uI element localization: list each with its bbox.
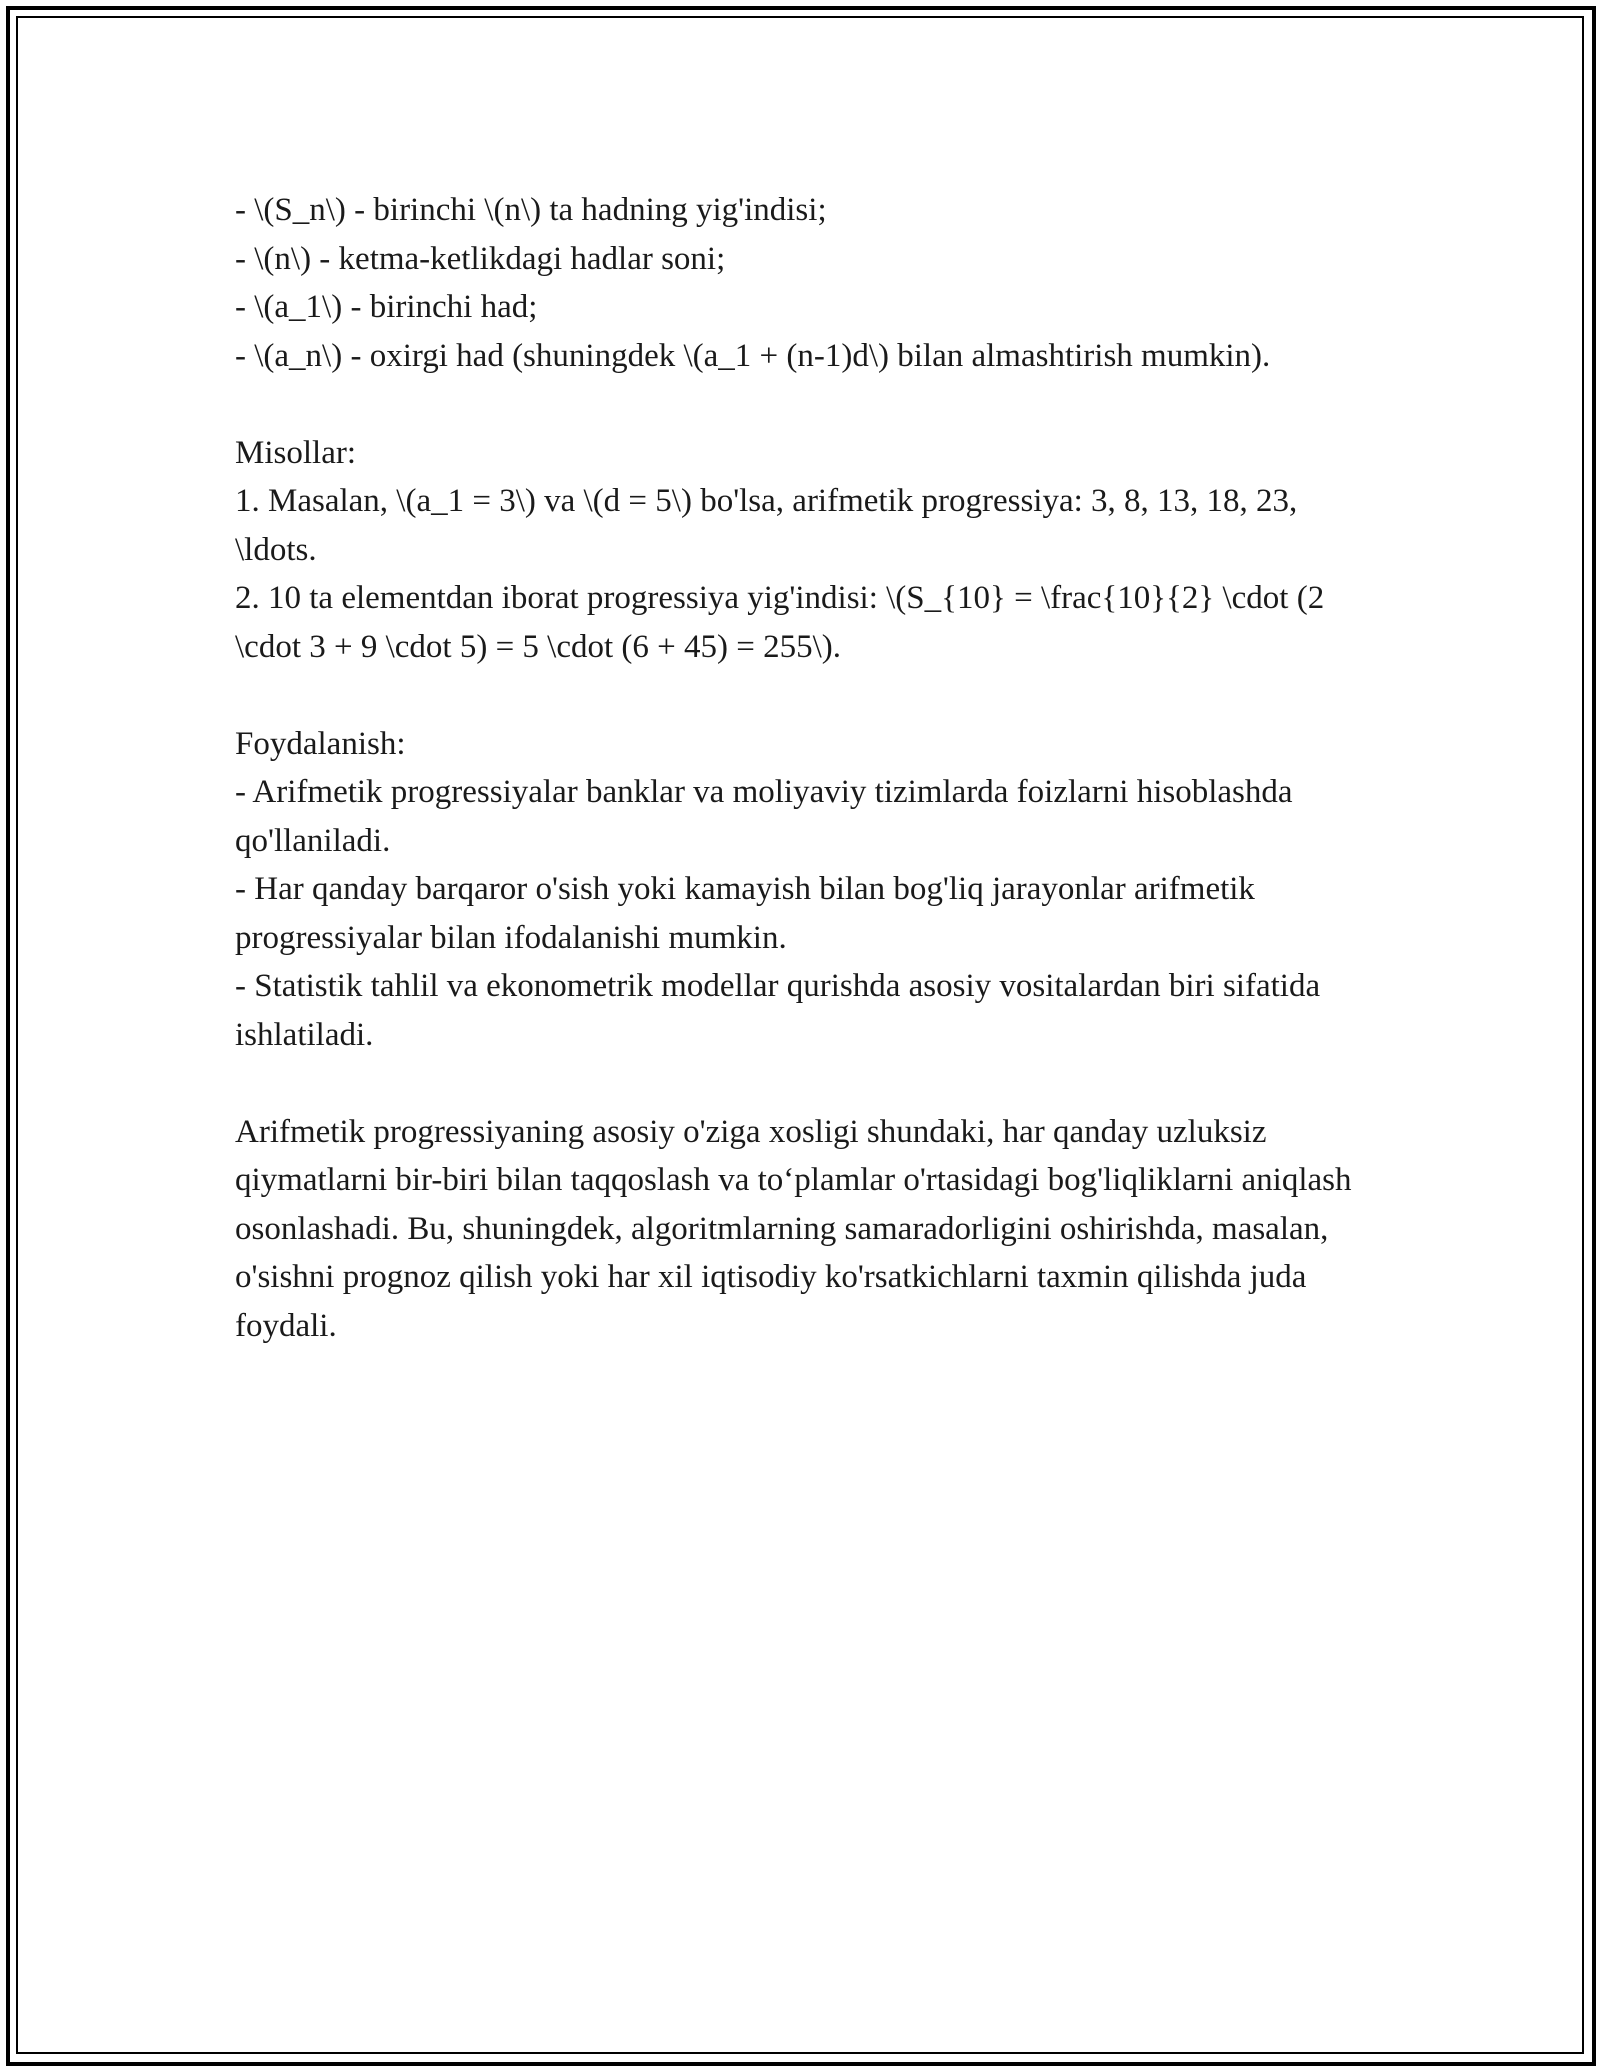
conclusion-paragraph: Arifmetik progressiyaning asosiy o'ziga xosligi shundaki, har qanday uzluksiz qiymatlarni bir-biri bilan taqqoslash va to‘plamlar o'rtasidagi bog'liqliklarni aniqlash osonlashadi. Bu, shuningdek, algoritmlarning samaradorligini oshirishda, masalan, o'sishni prognoz qilish yoki har xil iqtisodiy ko'rsatkichlarni taxmin qilishda juda foydali. bbox=[235, 1113, 1352, 1344]
usage-item: - Arifmetik progressiyalar banklar va moliyaviy tizimlarda foizlarni hisoblashda qo'llaniladi. bbox=[235, 774, 1293, 859]
usage-heading: Foydalanish: bbox=[235, 725, 406, 762]
examples-section bbox=[235, 429, 1385, 672]
definition-item: - \(a_n\) - oxirgi had (shuningdek \(a_1 + (n-1)d\) bilan almashtirish mumkin). bbox=[235, 337, 1271, 374]
example-item: 1. Masalan, \(a_1 = 3\) va \(d = 5\) bo'lsa, arifmetik progressiya: 3, 8, 13, 18, 23, \ldots. bbox=[235, 483, 1298, 568]
example-item: 2. 10 ta elementdan iborat progressiya yig'indisi: \(S_{10} = \frac{10}{2} \cdot (2 \cdot 3 + 9 \cdot 5) = 5 \cdot (6 + 45) = 255\). bbox=[235, 580, 1325, 665]
definition-item: - \(S_n\) - birinchi \(n\) ta hadning yig'indisi; bbox=[235, 192, 827, 228]
usage-section bbox=[235, 720, 1385, 1060]
examples-heading: Misollar: bbox=[235, 434, 356, 471]
paragraph-gap bbox=[235, 1059, 1385, 1108]
definition-item: - \(n\) - ketma-ketlikdagi hadlar soni; bbox=[235, 240, 726, 277]
document-body bbox=[235, 186, 1385, 1350]
usage-item: - Statistik tahlil va ekonometrik modellar qurishda asosiy vositalardan biri sifatida ishlatiladi. bbox=[235, 968, 1321, 1053]
paragraph-gap bbox=[235, 380, 1385, 429]
usage-item: - Har qanday barqaror o'sish yoki kamayish bilan bog'liq jarayonlar arifmetik progressiyalar bilan ifodalanishi mumkin. bbox=[235, 871, 1255, 956]
paragraph-gap bbox=[235, 671, 1385, 720]
definition-item: - \(a_1\) - birinchi had; bbox=[235, 289, 538, 325]
definitions-list bbox=[235, 186, 1385, 380]
